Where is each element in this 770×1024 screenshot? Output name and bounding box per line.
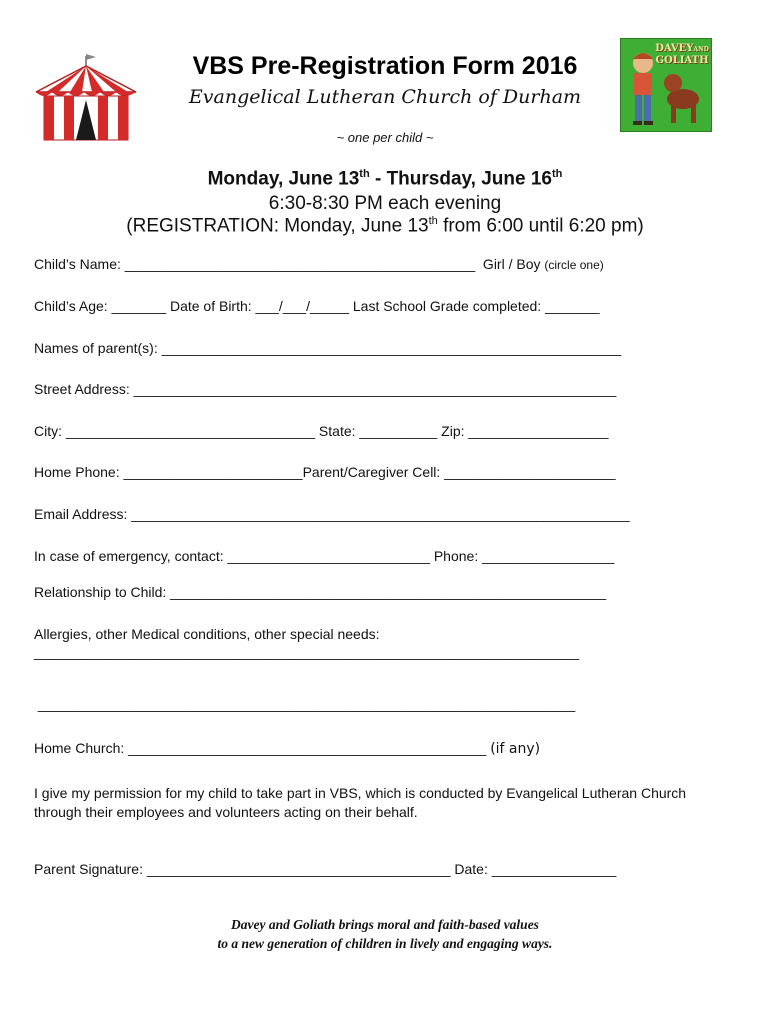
church-name: Evangelical Lutheran Church of Durham [188,86,582,108]
permission-statement: I give my permission for my child to take part in VBS, which is conducted by Evangelical Lutheran Church through their employees and volunteers acting on their behalf. [34,785,687,820]
home-church-field[interactable] [34,740,540,757]
event-dates [0,168,770,190]
child-name-label: Child’s Name: _____________________________________________ Girl / Boy [34,256,545,272]
phone-fields[interactable]: Home Phone: _______________________Parent/Caregiver Cell: ______________________ [34,464,616,480]
registration-date: (REGISTRATION: Monday, June 13 [126,215,429,237]
child-name-field[interactable] [34,256,604,272]
footer-line-1: Davey and Goliath brings moral and faith-based values [231,917,539,932]
circle-one-note: (circle one) [544,258,604,272]
one-per-child-note: ~ one per child ~ [336,130,434,145]
end-date: - Thursday, June 16 [369,168,552,190]
logo-word-and: AND [693,46,709,53]
registration-window: from 6:00 until 6:20 pm) [437,215,644,237]
allergies-line-2[interactable]: _____________________________________________________________________ [34,696,576,712]
email-address-field[interactable]: Email Address: ________________________________________________________________ [34,506,630,522]
signature-date-field[interactable]: Parent Signature: _______________________________________ Date: ________________ [34,861,617,877]
registration-time [0,215,770,237]
allergies-label: Allergies, other Medical conditions, other special needs: [34,626,380,642]
footer-line-2: to a new generation of children in lively and engaging ways. [217,936,553,951]
event-time: 6:30-8:30 PM each evening [268,193,502,214]
logo-word-goliath: GOLIATH [655,55,709,66]
end-date-suffix: th [552,168,563,180]
start-date-suffix: th [359,168,370,180]
allergies-line-1[interactable]: ______________________________________________________________________ [34,644,580,660]
form-title: VBS Pre-Registration Form 2016 [192,52,578,80]
home-church-label: Home Church: ______________________________________________ [34,740,491,756]
start-date: Monday, June 13 [207,168,360,190]
parents-names-field[interactable]: Names of parent(s): ___________________________________________________________ [34,340,621,356]
child-age-field[interactable]: Child’s Age: _______ Date of Birth: ___/___/_____ Last School Grade completed: _______ [34,298,600,314]
footer-tagline [0,915,770,953]
if-any-note: (if any) [490,741,541,757]
registration-date-suffix: th [428,215,438,227]
street-address-field[interactable]: Street Address: ______________________________________________________________ [34,381,617,397]
emergency-contact-field[interactable]: In case of emergency, contact: __________________________ Phone: _________________ [34,548,615,564]
logo-word-davey: DAVEY [655,43,694,54]
relationship-field[interactable]: Relationship to Child: ________________________________________________________ [34,584,607,600]
city-state-zip-field[interactable]: City: ________________________________ State: __________ Zip: __________________ [34,423,609,439]
